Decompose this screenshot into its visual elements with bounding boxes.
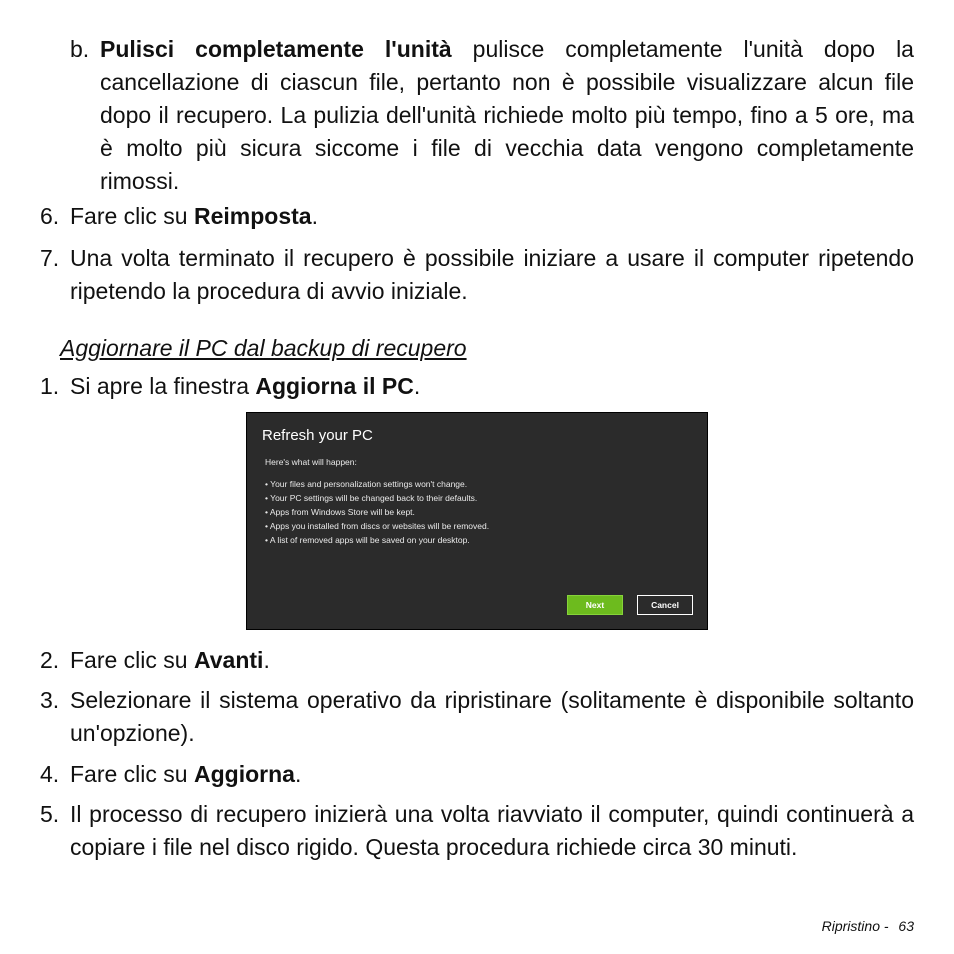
list-marker: 6. [40,203,60,229]
list-item-text: Selezionare il sistema operativo da ripristinare (solitamente è disponibile soltanto un'opzione). [70,687,914,746]
list-marker: 2. [40,647,60,673]
cancel-button[interactable]: Cancel [637,595,693,615]
list-item-step-1 [40,370,914,403]
list-marker: 4. [40,761,60,787]
list-marker: 3. [40,687,60,713]
list-item-b [70,33,914,198]
refresh-pc-dialog [246,412,708,630]
list-item-text: Si apre la finestra Aggiorna il PC. [70,373,421,399]
list-item-text: Una volta terminato il recupero è possibile iniziare a usare il computer ripetendo ripetendo la procedura di avvio iniziale. [70,245,914,304]
list-item-text: Fare clic su Aggiorna. [70,761,302,787]
list-item-6 [40,200,914,233]
list-item-text: Il processo di recupero inizierà una volta riavviato il computer, quindi continuerà a copiare i file nel disco rigido. Questa procedura richiede circa 30 minuti. [70,801,914,860]
dialog-bullet: • Your PC settings will be changed back to their defaults. [265,493,478,503]
footer-section: Ripristino - [821,918,889,934]
bold-term: Pulisci completamente l'unità [100,36,452,62]
list-item-text: Pulisci completamente l'unità pulisce completamente l'unità dopo la cancellazione di ciascun file, pertanto non è possibile visualizzare alcun file dopo il recupero. La pulizia dell'unità richiede molto più tempo, fino a 5 ore, ma è molto più sicura siccome i file di vecchia data vengono completamente rimossi. [100,36,914,194]
dialog-bullet: • Your files and personalization settings won't change. [265,479,468,489]
list-item-text: Fare clic su Reimposta. [70,203,318,229]
dialog-bullet: • A list of removed apps will be saved on your desktop. [265,535,470,545]
dialog-subtitle: Here's what will happen: [265,457,357,467]
section-heading: Aggiornare il PC dal backup di recupero [60,335,467,361]
list-item-step-3 [40,684,914,750]
list-marker: 5. [40,801,60,827]
dialog-bullet: • Apps from Windows Store will be kept. [265,507,415,517]
page-number: 63 [898,918,914,934]
list-marker: 1. [40,373,60,399]
dialog-title: Refresh your PC [262,427,373,444]
next-button[interactable]: Next [567,595,623,615]
list-item-7 [40,242,914,308]
dialog-bullet-list [265,477,489,547]
list-marker: 7. [40,245,60,271]
page-footer [822,918,914,934]
list-item-step-5 [40,798,914,864]
dialog-bullet: • Apps you installed from discs or websites will be removed. [265,521,490,531]
list-marker: b. [70,36,90,62]
list-item-step-2 [40,644,914,677]
list-item-text: Fare clic su Avanti. [70,647,270,673]
list-item-step-4 [40,758,914,791]
